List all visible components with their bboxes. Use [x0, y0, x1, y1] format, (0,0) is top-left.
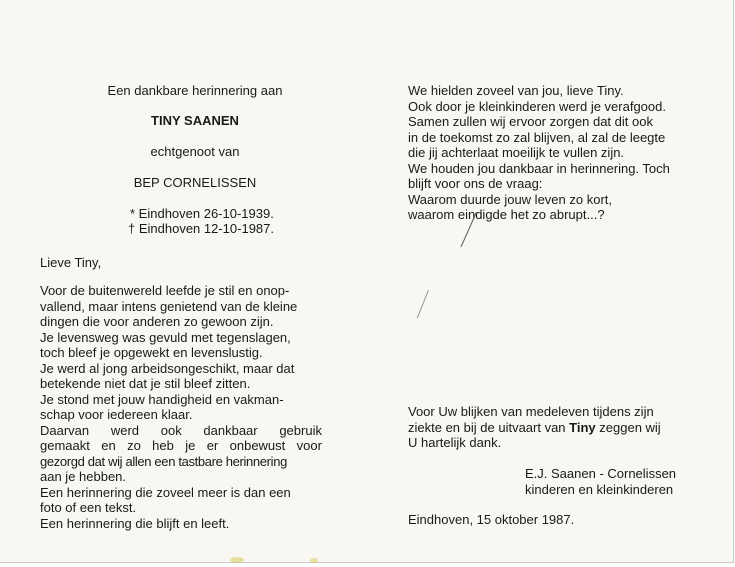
poem-line: Waarom duurde jouw leven zo kort,	[408, 191, 613, 207]
spouse-name: BEP CORNELISSEN	[133, 175, 257, 190]
poem-line: We houden jou dankbaar in herinnering. Toch	[408, 160, 670, 176]
intro-line: Een dankbare herinnering aan	[107, 83, 283, 98]
tribute-line	[40, 438, 322, 454]
tribute-line: aan je hebben.	[40, 469, 127, 484]
paper-stain	[230, 557, 244, 563]
tribute-line: Een herinnering die blijft en leeft.	[40, 515, 230, 531]
spouse-intro: echtgenoot van	[150, 144, 240, 159]
tribute-word: gebruik	[279, 422, 322, 438]
acknowledgement-text: ziekte en bij de uitvaart van	[408, 419, 570, 435]
salutation: Lieve Tiny,	[40, 255, 102, 270]
paper-stain	[310, 558, 318, 563]
death-line: † Eindhoven 12-10-1987.	[128, 221, 275, 236]
tribute-word: zo	[127, 438, 141, 453]
tribute-line: Een herinnering die zoveel meer is dan een	[40, 484, 291, 500]
acknowledgement-text: zeggen wij	[595, 419, 661, 435]
poem-line: Ook door je kleinkinderen werd je verafgood.	[408, 98, 666, 114]
acknowledgement-name: Tiny	[569, 419, 596, 435]
poem-line: in de toekomst zo zal blijven, al zal de leegte	[408, 129, 666, 145]
poem-line: Samen zullen wij ervoor zorgen dat dit ook	[408, 114, 653, 129]
signature-line-2: kinderen en kleinkinderen	[525, 482, 674, 497]
tribute-word: en	[101, 438, 116, 453]
tribute-line: toch bleef je opgewekt en levenslustig.	[40, 345, 263, 360]
tribute-line: dingen die voor anderen zo gewoon zijn.	[40, 314, 274, 329]
tribute-line: Je werd al jong arbeidsongeschikt, maar dat	[40, 360, 295, 376]
tribute-word: ook	[160, 422, 182, 438]
tribute-word: je	[185, 438, 196, 453]
tribute-line: schap voor iedereen klaar.	[40, 407, 193, 422]
crease-mark	[417, 290, 429, 318]
tribute-word: gemaakt	[40, 438, 90, 453]
poem	[408, 83, 670, 223]
tribute-text	[40, 283, 322, 531]
poem-line: We hielden zoveel van jou, lieve Tiny.	[408, 83, 624, 98]
tribute-word: voor	[296, 438, 322, 453]
tribute-word: Daarvan	[40, 422, 90, 438]
signature-line-1: E.J. Saanen - Cornelissen	[525, 466, 677, 481]
acknowledgement-line: Voor Uw blijken van medeleven tijdens zijn	[408, 404, 654, 419]
tribute-line: Voor de buitenwereld leefde je stil en onop-	[40, 283, 290, 298]
tribute-line: Je stond met jouw handigheid en vakman-	[40, 391, 284, 407]
tribute-line: betekende niet dat je stil bleef zitten.	[40, 376, 251, 391]
poem-line: waarom eindigde het zo abrupt...?	[408, 207, 605, 222]
acknowledgement-line: U hartelijk dank.	[408, 435, 502, 450]
tribute-line: Je levensweg was gevuld met tegenslagen,	[40, 329, 291, 345]
tribute-line: foto of een tekst.	[40, 500, 137, 515]
poem-line: blijft voor ons de vraag:	[408, 176, 543, 191]
tribute-line: gezorgd dat wij allen een tastbare herinnering	[40, 453, 287, 469]
tribute-word: heb	[152, 438, 174, 453]
place-date: Eindhoven, 15 oktober 1987.	[408, 512, 575, 527]
tribute-line	[40, 423, 322, 439]
acknowledgement-line	[408, 420, 692, 436]
tribute-line: vallend, maar intens genietend van de kleine	[40, 298, 298, 314]
tribute-word: dankbaar	[203, 422, 258, 438]
tribute-word: onbewust	[229, 438, 286, 453]
birth-line: * Eindhoven 26-10-1939.	[130, 206, 274, 221]
deceased-name: TINY SAANEN	[151, 113, 239, 128]
poem-line: die jij achterlaat moeilijk te vullen zijn.	[408, 145, 625, 160]
tribute-word: werd	[110, 422, 140, 438]
acknowledgement	[408, 404, 692, 451]
tribute-word: er	[206, 438, 219, 453]
